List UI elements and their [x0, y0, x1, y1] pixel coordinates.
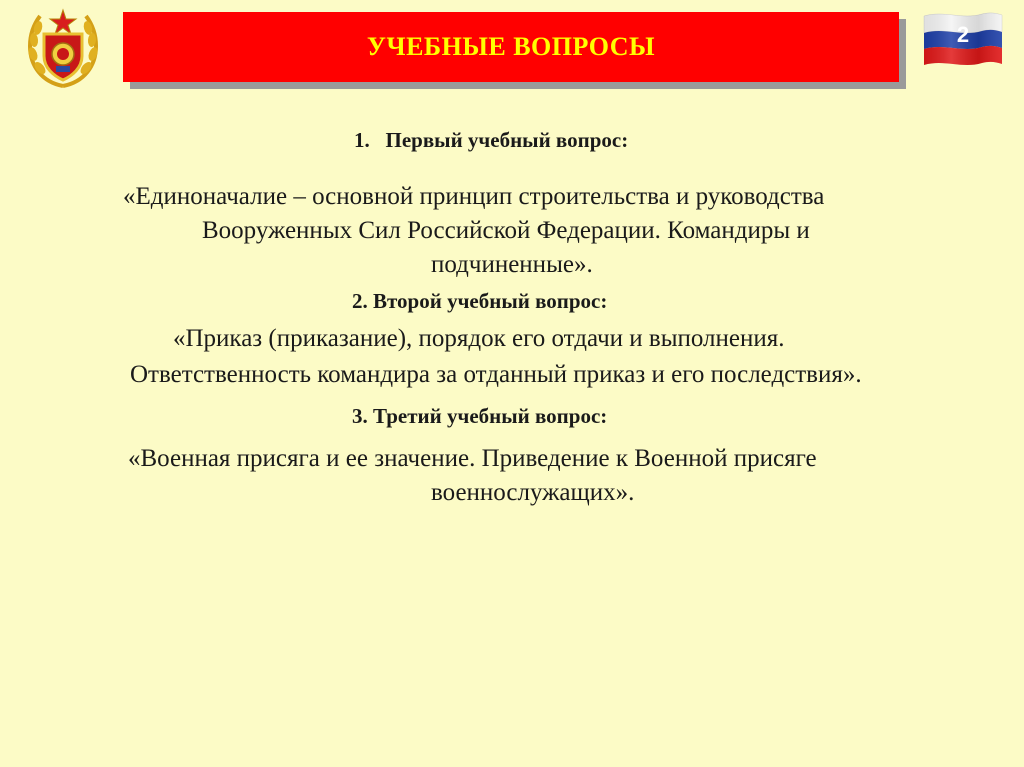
question-3-line: военнослужащих». — [431, 479, 635, 506]
question-1-line: «Единоначалие – основной принцип строительства и руководства — [123, 183, 825, 210]
question-3-line: «Военная присяга и ее значение. Приведение к Военной присяге — [128, 445, 817, 472]
question-1-line: Вооруженных Сил Российской Федерации. Командиры и — [202, 217, 810, 244]
question-2-title: Второй учебный вопрос: — [373, 289, 608, 313]
question-2-line: «Приказ (приказание), порядок его отдачи и выполнения. — [173, 325, 785, 352]
question-2-line: Ответственность командира за отданный приказ и его последствия». — [130, 361, 862, 388]
question-1-number: 1. — [354, 128, 370, 152]
question-3-number: 3. — [352, 404, 368, 428]
question-3-heading — [352, 404, 607, 429]
question-1-heading — [354, 128, 628, 153]
slide-number: 2 — [956, 22, 970, 47]
question-3-title: Третий учебный вопрос: — [373, 404, 608, 428]
question-2-number: 2. — [352, 289, 368, 313]
military-emblem-icon — [24, 4, 102, 90]
question-1-line: подчиненные». — [431, 251, 593, 278]
page-title: УЧЕБНЫЕ ВОПРОСЫ — [366, 32, 656, 61]
title-banner — [123, 12, 899, 82]
question-1-title: Первый учебный вопрос: — [385, 128, 629, 152]
question-2-heading — [352, 289, 607, 314]
